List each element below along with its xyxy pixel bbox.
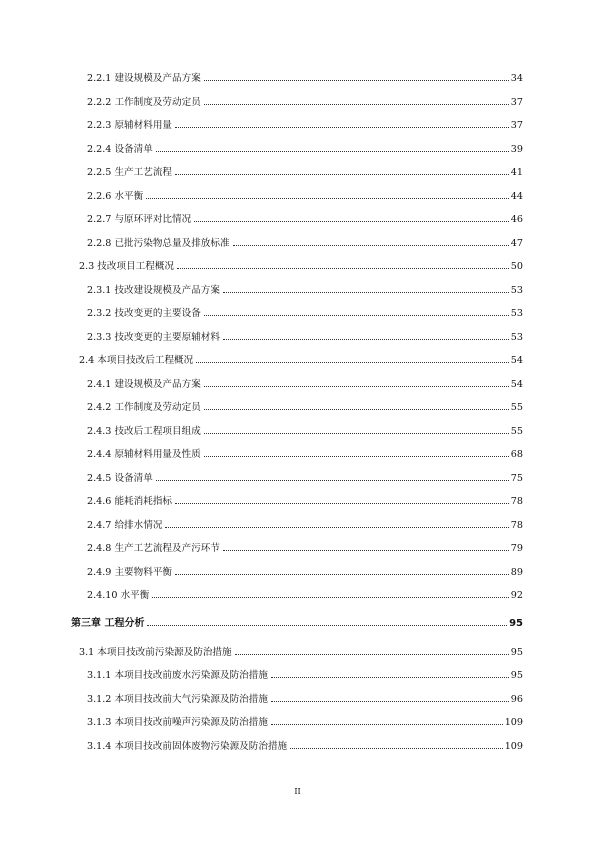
dot-leader	[175, 127, 509, 128]
dot-leader	[175, 503, 509, 504]
toc-entry-label: 2.3.2 技改变更的主要设备	[87, 308, 201, 319]
toc-entry[interactable]	[87, 494, 523, 510]
dot-leader	[204, 386, 509, 387]
toc-entry-page: 78	[510, 496, 523, 507]
toc-entry[interactable]	[87, 739, 523, 755]
toc-entry[interactable]	[87, 71, 523, 87]
toc-entry[interactable]	[87, 400, 523, 416]
dot-leader	[175, 574, 509, 575]
dot-leader	[194, 221, 509, 222]
toc-entry-label: 2.4.3 技改后工程项目组成	[87, 426, 201, 437]
dot-leader	[196, 362, 509, 363]
toc-entry-page: 75	[510, 473, 523, 484]
toc-entry[interactable]	[87, 715, 523, 731]
toc-entry-label: 2.4.4 原辅材料用量及性质	[87, 449, 201, 460]
toc-entry-page: 55	[510, 426, 523, 437]
toc-entry-label: 2.2.4 设备清单	[87, 144, 153, 155]
toc-entry-page: 53	[510, 332, 523, 343]
dot-leader	[147, 625, 507, 626]
toc-entry-label: 2.4.1 建设规模及产品方案	[87, 379, 201, 390]
toc-entry[interactable]	[87, 142, 523, 158]
toc-entry[interactable]	[87, 377, 523, 393]
toc-entry-label: 2.4.6 能耗消耗指标	[87, 496, 173, 507]
toc-entry[interactable]	[87, 518, 523, 534]
toc-entry-label: 2.4.8 生产工艺流程及产污环节	[87, 543, 220, 554]
toc-entry-page: 47	[510, 238, 523, 249]
dot-leader	[156, 480, 509, 481]
dot-leader	[223, 550, 509, 551]
toc-chapter-entry[interactable]	[71, 616, 523, 632]
toc-entry-label: 2.4.10 水平衡	[87, 590, 150, 601]
toc-entry[interactable]	[87, 541, 523, 557]
dot-leader	[204, 433, 509, 434]
toc-entry-label: 2.3.3 技改变更的主要原辅材料	[87, 332, 220, 343]
toc-entry[interactable]	[79, 353, 523, 369]
toc-entry-page: 95	[510, 647, 523, 658]
dot-leader	[204, 104, 509, 105]
toc-entry-page: 109	[504, 717, 523, 728]
dot-leader	[204, 456, 509, 457]
toc-entry-page: 79	[510, 543, 523, 554]
toc-entry-label: 2.2.1 建设规模及产品方案	[87, 73, 201, 84]
toc-entry-page: 68	[510, 449, 523, 460]
toc-entry-label: 2.4.7 给排水情况	[87, 520, 163, 531]
toc-entry[interactable]	[87, 424, 523, 440]
toc-entry[interactable]	[87, 95, 523, 111]
dot-leader	[223, 339, 509, 340]
toc-entry[interactable]	[87, 165, 523, 181]
dot-leader	[204, 409, 509, 410]
toc-entry-label: 2.4 本项目技改后工程概况	[79, 355, 194, 366]
dot-leader	[165, 527, 508, 528]
dot-leader	[146, 198, 509, 199]
toc-entry[interactable]	[87, 283, 523, 299]
toc-entry-page: 44	[510, 191, 523, 202]
toc-entry-label: 第三章 工程分析	[71, 618, 145, 629]
dot-leader	[271, 701, 509, 702]
toc-entry-label: 2.2.2 工作制度及劳动定员	[87, 97, 201, 108]
toc-entry-label: 3.1.1 本项目技改前废水污染源及防治措施	[87, 670, 268, 681]
toc-entry[interactable]	[87, 565, 523, 581]
dot-leader	[177, 268, 509, 269]
toc-entry-label: 2.4.2 工作制度及劳动定员	[87, 402, 201, 413]
toc-entry-page: 55	[510, 402, 523, 413]
toc-entry-label: 2.4.5 设备清单	[87, 473, 153, 484]
toc-entry[interactable]	[87, 306, 523, 322]
dot-leader	[204, 315, 509, 316]
toc-entry-label: 2.2.6 水平衡	[87, 191, 144, 202]
toc-entry-page: 53	[510, 285, 523, 296]
dot-leader	[152, 597, 508, 598]
toc-entry-label: 3.1 本项目技改前污染源及防治措施	[79, 647, 232, 658]
toc-entry-page: 46	[510, 214, 523, 225]
toc-entry-label: 3.1.4 本项目技改前固体废物污染源及防治措施	[87, 741, 288, 752]
toc-entry-label: 2.3.1 技改建设规模及产品方案	[87, 285, 220, 296]
toc-entry-page: 95	[510, 670, 523, 681]
toc-entry-label: 2.2.3 原辅材料用量	[87, 120, 173, 131]
toc-entry[interactable]	[87, 471, 523, 487]
page-number: II	[294, 787, 301, 796]
toc-entry[interactable]	[87, 118, 523, 134]
dot-leader	[233, 245, 509, 246]
toc-entry-page: 34	[510, 73, 523, 84]
toc-entry[interactable]	[79, 259, 523, 275]
toc-entry-page: 39	[510, 144, 523, 155]
toc-entry-label: 2.2.5 生产工艺流程	[87, 167, 173, 178]
toc-entry[interactable]	[87, 588, 523, 604]
toc-entry-page: 89	[510, 567, 523, 578]
dot-leader	[223, 292, 509, 293]
toc-entry[interactable]	[87, 447, 523, 463]
toc-entry-page: 41	[510, 167, 523, 178]
dot-leader	[175, 174, 509, 175]
toc-entry-page: 50	[510, 261, 523, 272]
toc-entry-page: 53	[510, 308, 523, 319]
toc-entry[interactable]	[87, 189, 523, 205]
dot-leader	[271, 677, 509, 678]
toc-entry[interactable]	[87, 212, 523, 228]
dot-leader	[204, 80, 509, 81]
toc-entry-page: 92	[510, 590, 523, 601]
toc-entry-page: 54	[510, 355, 523, 366]
dot-leader	[235, 654, 509, 655]
toc-entry[interactable]	[87, 236, 523, 252]
toc-entry-page: 37	[510, 97, 523, 108]
dot-leader	[271, 724, 503, 725]
toc-entry[interactable]	[87, 692, 523, 708]
toc-entry-label: 2.2.7 与原环评对比情况	[87, 214, 192, 225]
toc-entry[interactable]	[87, 330, 523, 346]
toc-entry-page: 95	[509, 618, 523, 629]
toc-entry-page: 96	[510, 694, 523, 705]
toc-entry-label: 3.1.2 本项目技改前大气污染源及防治措施	[87, 694, 268, 705]
toc-entry[interactable]	[79, 645, 523, 661]
toc-entry-page: 78	[510, 520, 523, 531]
toc-entry-page: 37	[510, 120, 523, 131]
toc-entry-page: 54	[510, 379, 523, 390]
toc-entry-label: 2.4.9 主要物料平衡	[87, 567, 173, 578]
toc-entry-label: 3.1.3 本项目技改前噪声污染源及防治措施	[87, 717, 268, 728]
toc-entry-label: 2.2.8 已批污染物总量及排放标准	[87, 238, 230, 249]
toc-entry[interactable]	[87, 668, 523, 684]
toc-entry-label: 2.3 技改项目工程概况	[79, 261, 175, 272]
dot-leader	[290, 748, 503, 749]
toc-entry-page: 109	[504, 741, 523, 752]
dot-leader	[156, 151, 509, 152]
